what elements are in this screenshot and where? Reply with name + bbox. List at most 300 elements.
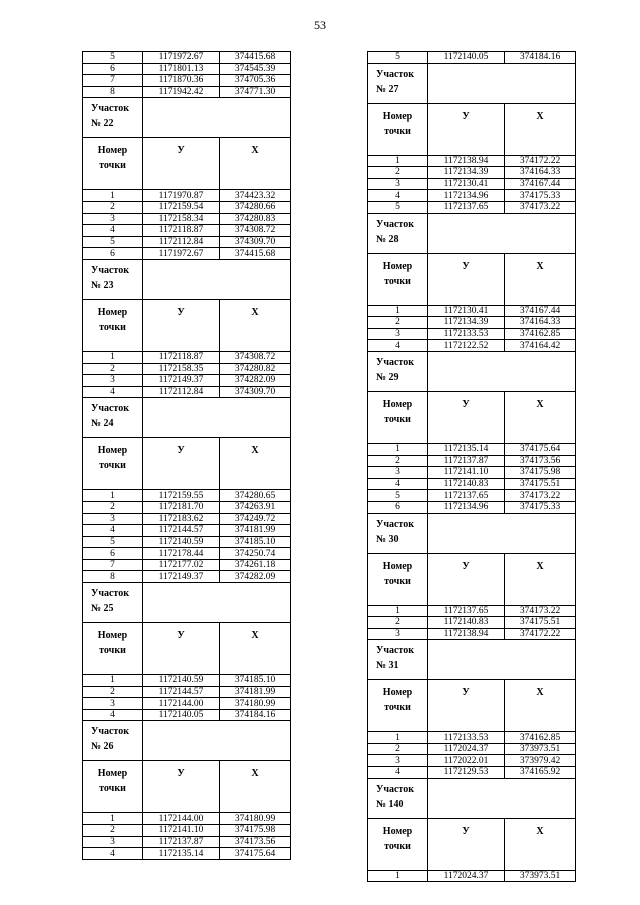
table-row: [83, 213, 291, 225]
plot-label-number: № 28: [376, 233, 399, 245]
x-coordinate-cell: 374175.64: [505, 443, 576, 455]
plot-label-spacer: [143, 721, 291, 761]
y-coordinate-cell: 1172144.00: [143, 698, 220, 710]
point-number-header-line2: точки: [384, 125, 411, 137]
x-header: Х: [220, 438, 291, 490]
point-number-cell: 2: [83, 363, 143, 375]
y-coordinate-cell: 1172149.37: [143, 571, 220, 583]
y-coordinate-cell: 1172144.00: [143, 813, 220, 825]
table-row: [368, 755, 576, 767]
point-number-cell: 3: [83, 698, 143, 710]
point-number-cell: 2: [368, 743, 428, 755]
table-row: [368, 328, 576, 340]
x-coordinate-cell: 374185.10: [220, 675, 291, 687]
x-coordinate-cell: 374164.33: [505, 167, 576, 179]
plot-heading-row: [83, 398, 291, 438]
table-header-row: [368, 391, 576, 443]
table-row: [368, 155, 576, 167]
y-coordinate-cell: 1172133.53: [428, 732, 505, 744]
point-number-header-line1: Номер: [97, 306, 128, 318]
x-header: Х: [220, 623, 291, 675]
plot-label-spacer: [428, 351, 576, 391]
plot-label-spacer: [428, 640, 576, 680]
table-row: [83, 75, 291, 87]
x-coordinate-cell: 374308.72: [220, 225, 291, 237]
table-row: [83, 236, 291, 248]
y-coordinate-cell: 1172158.34: [143, 213, 220, 225]
plot-heading-row: [83, 583, 291, 623]
point-number-cell: 7: [83, 559, 143, 571]
table-header-row: [368, 680, 576, 732]
table-row: [368, 305, 576, 317]
x-coordinate-cell: 374280.65: [220, 490, 291, 502]
point-number-cell: 2: [83, 825, 143, 837]
point-number-header-line2: точки: [384, 575, 411, 587]
table-header-row: [83, 438, 291, 490]
y-coordinate-cell: 1171870.36: [143, 75, 220, 87]
y-coordinate-cell: 1172024.37: [428, 743, 505, 755]
y-coordinate-cell: 1172134.39: [428, 317, 505, 329]
plot-label-number: № 25: [91, 603, 114, 615]
table-row: [368, 732, 576, 744]
plot-label-spacer: [428, 513, 576, 553]
table-header-row: [368, 253, 576, 305]
y-coordinate-cell: 1172024.37: [428, 870, 505, 882]
point-number-cell: 3: [83, 513, 143, 525]
point-number-cell: 3: [83, 375, 143, 387]
plot-label-spacer: [428, 778, 576, 818]
table-header-row: [83, 761, 291, 813]
x-coordinate-cell: 374280.82: [220, 363, 291, 375]
x-coordinate-cell: 374282.09: [220, 375, 291, 387]
y-header: У: [428, 680, 505, 732]
y-coordinate-cell: 1172130.41: [428, 178, 505, 190]
y-header: У: [428, 253, 505, 305]
table-row: [83, 351, 291, 363]
point-number-header: [368, 253, 428, 305]
point-number-header: [83, 438, 143, 490]
y-coordinate-cell: 1172140.83: [428, 617, 505, 629]
x-coordinate-cell: 374175.51: [505, 478, 576, 490]
table-row: [368, 628, 576, 640]
plot-label: [368, 351, 428, 391]
x-header: Х: [505, 818, 576, 870]
point-number-cell: 8: [83, 571, 143, 583]
plot-heading-row: [368, 63, 576, 103]
table-row: [368, 340, 576, 352]
x-coordinate-cell: 374423.32: [220, 190, 291, 202]
point-number-cell: 2: [368, 455, 428, 467]
x-coordinate-cell: 374175.33: [505, 501, 576, 513]
table-row: [368, 617, 576, 629]
point-number-cell: 1: [83, 675, 143, 687]
plot-label: [368, 778, 428, 818]
table-row: [83, 698, 291, 710]
x-coordinate-cell: 374175.51: [505, 617, 576, 629]
point-number-header-line1: Номер: [382, 825, 413, 837]
table-row: [83, 848, 291, 860]
x-header: Х: [220, 761, 291, 813]
point-number-header-line2: точки: [99, 321, 126, 333]
table-row: [368, 443, 576, 455]
plot-label-number: № 140: [376, 798, 404, 810]
plot-label-spacer: [143, 259, 291, 299]
y-header: У: [428, 103, 505, 155]
point-number-header-line1: Номер: [97, 145, 128, 157]
point-number-cell: 4: [83, 709, 143, 721]
plot-label-spacer: [143, 98, 291, 138]
x-coordinate-cell: 374184.16: [505, 52, 576, 64]
x-header: Х: [505, 391, 576, 443]
plot-label-word: Участок: [91, 264, 129, 276]
y-coordinate-cell: 1172144.57: [143, 525, 220, 537]
table-row: [83, 52, 291, 64]
point-number-header-line2: точки: [99, 645, 126, 657]
y-coordinate-cell: 1172122.52: [428, 340, 505, 352]
y-coordinate-cell: 1172158.35: [143, 363, 220, 375]
x-coordinate-cell: 374181.99: [220, 525, 291, 537]
x-coordinate-cell: 374175.33: [505, 190, 576, 202]
plot-heading-row: [83, 259, 291, 299]
plot-label-number: № 31: [376, 660, 399, 672]
point-number-header: [368, 818, 428, 870]
x-coordinate-cell: 374175.64: [220, 848, 291, 860]
page-number: 53: [314, 18, 326, 32]
y-coordinate-cell: 1172129.53: [428, 767, 505, 779]
point-number-cell: 4: [83, 386, 143, 398]
y-coordinate-cell: 1172133.53: [428, 328, 505, 340]
table-row: [83, 501, 291, 513]
point-number-header-line2: точки: [384, 702, 411, 714]
x-coordinate-cell: 374173.22: [505, 201, 576, 213]
table-header-row: [368, 103, 576, 155]
y-coordinate-cell: 1172118.87: [143, 351, 220, 363]
table-row: [368, 178, 576, 190]
plot-label-spacer: [428, 213, 576, 253]
x-coordinate-cell: 374415.68: [220, 248, 291, 260]
x-coordinate-cell: 374173.56: [220, 836, 291, 848]
table-row: [83, 248, 291, 260]
table-row: [83, 559, 291, 571]
x-coordinate-cell: 374162.85: [505, 732, 576, 744]
table-header-row: [83, 138, 291, 190]
point-number-cell: 7: [83, 75, 143, 87]
table-row: [368, 478, 576, 490]
point-number-header-line1: Номер: [382, 560, 413, 572]
y-coordinate-cell: 1172134.96: [428, 501, 505, 513]
y-coordinate-cell: 1172112.84: [143, 236, 220, 248]
table-row: [83, 375, 291, 387]
point-number-header: [368, 391, 428, 443]
x-coordinate-cell: 374180.99: [220, 698, 291, 710]
point-number-cell: 1: [368, 870, 428, 882]
y-header: У: [143, 438, 220, 490]
y-coordinate-cell: 1172140.05: [143, 709, 220, 721]
point-number-cell: 2: [368, 317, 428, 329]
y-coordinate-cell: 1172141.10: [428, 467, 505, 479]
point-number-cell: 3: [368, 467, 428, 479]
plot-heading-row: [368, 513, 576, 553]
plot-label: [368, 640, 428, 680]
y-coordinate-cell: 1172118.87: [143, 225, 220, 237]
y-coordinate-cell: 1172138.94: [428, 155, 505, 167]
plot-label-number: № 23: [91, 279, 114, 291]
plot-label-spacer: [428, 63, 576, 103]
y-coordinate-cell: 1172137.65: [428, 490, 505, 502]
table-row: [83, 490, 291, 502]
y-header: У: [428, 818, 505, 870]
plot-heading-row: [83, 98, 291, 138]
plot-label: [368, 63, 428, 103]
point-number-cell: 4: [83, 848, 143, 860]
x-coordinate-cell: 374280.66: [220, 201, 291, 213]
table-row: [368, 167, 576, 179]
y-header: У: [143, 299, 220, 351]
y-header: У: [428, 391, 505, 443]
point-number-header-line2: точки: [99, 460, 126, 472]
table-row: [83, 363, 291, 375]
x-coordinate-cell: 374173.22: [505, 605, 576, 617]
plot-heading-row: [368, 213, 576, 253]
point-number-header: [83, 761, 143, 813]
table-row: [83, 836, 291, 848]
plot-label-word: Участок: [376, 783, 414, 795]
point-number-cell: 2: [83, 686, 143, 698]
point-number-cell: 2: [83, 201, 143, 213]
table-row: [83, 548, 291, 560]
point-number-header: [83, 299, 143, 351]
point-number-header-line1: Номер: [97, 768, 128, 780]
point-number-cell: 4: [368, 340, 428, 352]
plot-label-word: Участок: [376, 518, 414, 530]
x-coordinate-cell: 374173.56: [505, 455, 576, 467]
table-header-row: [368, 818, 576, 870]
x-coordinate-cell: 374415.68: [220, 52, 291, 64]
point-number-header-line2: точки: [384, 840, 411, 852]
point-number-cell: 6: [83, 548, 143, 560]
table-row: [83, 386, 291, 398]
table-row: [83, 201, 291, 213]
plot-label-number: № 24: [91, 418, 114, 430]
point-number-header: [368, 103, 428, 155]
x-coordinate-cell: 374308.72: [220, 351, 291, 363]
y-coordinate-cell: 1171970.87: [143, 190, 220, 202]
plot-heading-row: [368, 778, 576, 818]
point-number-header-line1: Номер: [382, 260, 413, 272]
point-number-cell: 5: [83, 536, 143, 548]
plot-label: [83, 259, 143, 299]
plot-label-spacer: [143, 398, 291, 438]
point-number-header: [83, 623, 143, 675]
x-header: Х: [505, 253, 576, 305]
plot-label-word: Участок: [91, 726, 129, 738]
y-coordinate-cell: 1171972.67: [143, 248, 220, 260]
table-row: [83, 571, 291, 583]
x-header: Х: [505, 680, 576, 732]
table-header-row: [83, 299, 291, 351]
plot-label: [83, 98, 143, 138]
x-coordinate-cell: 374771.30: [220, 86, 291, 98]
x-coordinate-cell: 374167.44: [505, 178, 576, 190]
x-coordinate-cell: 374309.70: [220, 386, 291, 398]
point-number-cell: 3: [83, 836, 143, 848]
y-coordinate-cell: 1172134.96: [428, 190, 505, 202]
table-row: [83, 536, 291, 548]
plot-heading-row: [368, 640, 576, 680]
point-number-cell: 2: [368, 167, 428, 179]
point-number-header-line2: точки: [384, 413, 411, 425]
table-header-row: [83, 623, 291, 675]
point-number-cell: 6: [368, 501, 428, 513]
x-coordinate-cell: 374167.44: [505, 305, 576, 317]
x-header: Х: [505, 553, 576, 605]
table-row: [368, 467, 576, 479]
y-coordinate-cell: 1172140.83: [428, 478, 505, 490]
plot-label-number: № 30: [376, 533, 399, 545]
table-row: [83, 513, 291, 525]
table-row: [368, 201, 576, 213]
point-number-cell: 1: [83, 190, 143, 202]
x-coordinate-cell: 374282.09: [220, 571, 291, 583]
y-coordinate-cell: 1172137.87: [428, 455, 505, 467]
x-coordinate-cell: 374249.72: [220, 513, 291, 525]
point-number-cell: 4: [368, 478, 428, 490]
point-number-cell: 5: [83, 236, 143, 248]
table-row: [368, 317, 576, 329]
table-row: [368, 490, 576, 502]
point-number-header-line2: точки: [99, 160, 126, 172]
table-row: [83, 63, 291, 75]
point-number-header-line1: Номер: [97, 445, 128, 457]
point-number-cell: 5: [83, 52, 143, 64]
plot-label: [83, 583, 143, 623]
y-coordinate-cell: 1171972.67: [143, 52, 220, 64]
point-number-cell: 3: [368, 628, 428, 640]
x-coordinate-cell: 374172.22: [505, 155, 576, 167]
y-header: У: [428, 553, 505, 605]
point-number-header-line1: Номер: [97, 630, 128, 642]
point-number-header-line1: Номер: [382, 110, 413, 122]
y-coordinate-cell: 1172144.57: [143, 686, 220, 698]
plot-label-word: Участок: [91, 588, 129, 600]
point-number-cell: 4: [83, 525, 143, 537]
point-number-cell: 5: [368, 490, 428, 502]
point-number-cell: 1: [368, 443, 428, 455]
plot-heading-row: [368, 351, 576, 391]
x-coordinate-cell: 374545.39: [220, 63, 291, 75]
table-row: [368, 455, 576, 467]
x-coordinate-cell: 374175.98: [220, 825, 291, 837]
plot-label-word: Участок: [91, 403, 129, 415]
x-coordinate-cell: 373973.51: [505, 870, 576, 882]
x-coordinate-cell: 374309.70: [220, 236, 291, 248]
y-coordinate-cell: 1172112.84: [143, 386, 220, 398]
point-number-cell: 1: [368, 155, 428, 167]
table-row: [83, 190, 291, 202]
y-coordinate-cell: 1171942.42: [143, 86, 220, 98]
table-row: [368, 605, 576, 617]
point-number-cell: 1: [368, 605, 428, 617]
x-coordinate-cell: 374165.92: [505, 767, 576, 779]
y-coordinate-cell: 1172141.10: [143, 825, 220, 837]
point-number-cell: 3: [368, 178, 428, 190]
x-coordinate-cell: 374180.99: [220, 813, 291, 825]
y-coordinate-cell: 1172149.37: [143, 375, 220, 387]
y-coordinate-cell: 1172140.59: [143, 536, 220, 548]
left-column: [82, 51, 291, 860]
point-number-cell: 3: [368, 328, 428, 340]
x-coordinate-cell: 374263.91: [220, 501, 291, 513]
plot-label: [368, 513, 428, 553]
x-coordinate-cell: 374164.33: [505, 317, 576, 329]
point-number-cell: 5: [368, 201, 428, 213]
x-coordinate-cell: 374175.98: [505, 467, 576, 479]
plot-label: [83, 398, 143, 438]
table-row: [368, 190, 576, 202]
table-row: [368, 767, 576, 779]
table-row: [83, 813, 291, 825]
point-number-cell: 3: [83, 213, 143, 225]
point-number-cell: 4: [368, 767, 428, 779]
point-number-header-line2: точки: [99, 783, 126, 795]
coordinates-table-left: [82, 51, 291, 860]
point-number-cell: 6: [83, 248, 143, 260]
table-row: [368, 501, 576, 513]
x-coordinate-cell: 374250.74: [220, 548, 291, 560]
table-row: [83, 675, 291, 687]
point-number-cell: 3: [368, 755, 428, 767]
table-row: [368, 743, 576, 755]
x-coordinate-cell: 374181.99: [220, 686, 291, 698]
y-coordinate-cell: 1172181.70: [143, 501, 220, 513]
point-number-cell: 2: [83, 501, 143, 513]
x-coordinate-cell: 374164.42: [505, 340, 576, 352]
x-coordinate-cell: 374280.83: [220, 213, 291, 225]
table-row: [83, 86, 291, 98]
point-number-cell: 1: [83, 490, 143, 502]
point-number-cell: 1: [368, 305, 428, 317]
x-coordinate-cell: 374261.18: [220, 559, 291, 571]
x-header: Х: [220, 138, 291, 190]
plot-heading-row: [83, 721, 291, 761]
table-row: [83, 525, 291, 537]
plot-label-word: Участок: [376, 645, 414, 657]
y-header: У: [143, 761, 220, 813]
point-number-header: [83, 138, 143, 190]
table-row: [368, 870, 576, 882]
point-number-cell: 1: [368, 732, 428, 744]
y-coordinate-cell: 1172138.94: [428, 628, 505, 640]
point-number-cell: 4: [83, 225, 143, 237]
x-coordinate-cell: 374172.22: [505, 628, 576, 640]
y-coordinate-cell: 1172135.14: [428, 443, 505, 455]
plot-label-word: Участок: [376, 68, 414, 80]
coordinates-table-right: [367, 51, 576, 882]
plot-label-spacer: [143, 583, 291, 623]
point-number-cell: 1: [83, 813, 143, 825]
y-coordinate-cell: 1172130.41: [428, 305, 505, 317]
point-number-cell: 6: [83, 63, 143, 75]
plot-label-word: Участок: [91, 103, 129, 115]
point-number-header-line2: точки: [384, 275, 411, 287]
table-header-row: [368, 553, 576, 605]
table-row: [83, 686, 291, 698]
x-coordinate-cell: 374162.85: [505, 328, 576, 340]
x-coordinate-cell: 373973.51: [505, 743, 576, 755]
x-coordinate-cell: 374173.22: [505, 490, 576, 502]
right-column: [367, 51, 576, 882]
y-coordinate-cell: 1172022.01: [428, 755, 505, 767]
